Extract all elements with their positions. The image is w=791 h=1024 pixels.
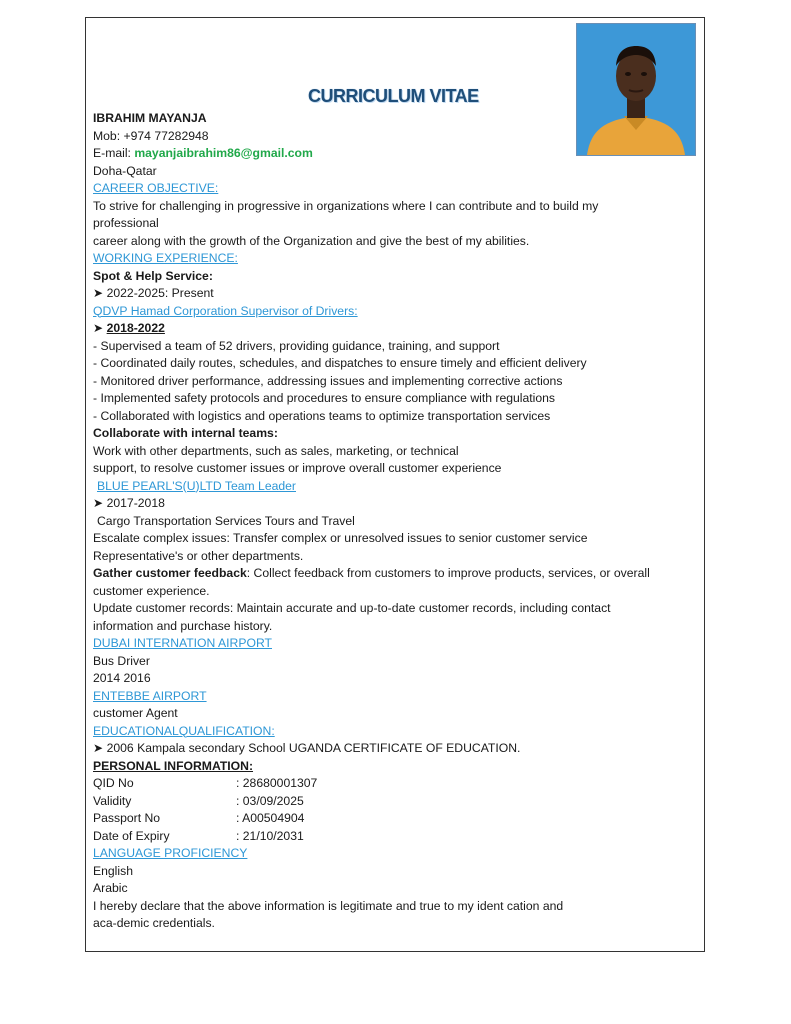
location: Doha-Qatar xyxy=(93,163,157,178)
collaborate-line: Work with other departments, such as sales, marketing, or technical xyxy=(93,443,459,458)
personal-info-heading: PERSONAL INFORMATION: xyxy=(93,758,254,773)
personal-info-value: : 03/09/2025 xyxy=(236,793,304,808)
email-label: E-mail: xyxy=(93,146,131,160)
collaborate-line: support, to resolve customer issues or improve overall customer experience xyxy=(93,461,502,475)
personal-info-label: Date of Expiry xyxy=(93,828,170,843)
personal-info-row xyxy=(93,810,693,828)
feedback-text: : Collect feedback from customers to improve products, services, or overall xyxy=(246,566,650,580)
cv-title: CURRICULUM VITAE xyxy=(308,86,479,106)
mobile-number: +974 77282948 xyxy=(123,128,209,143)
job5-title: ENTEBBE AIRPORT xyxy=(93,688,207,703)
career-objective-line: professional xyxy=(93,216,159,230)
personal-info-label: Validity xyxy=(93,793,132,808)
job3-title: BLUE PEARL'S(U)LTD Team Leader xyxy=(97,478,296,493)
job2-duty: - Monitored driver performance, addressing issues and implementing corrective actions xyxy=(93,373,563,388)
language-heading: LANGUAGE PROFICIENCY xyxy=(93,846,248,860)
personal-info-row xyxy=(93,775,693,793)
job2-duty: - Supervised a team of 52 drivers, providing guidance, training, and support xyxy=(93,338,500,353)
job3-feedback-line xyxy=(93,565,693,583)
career-objective-line: To strive for challenging in progressive in organizations where I can contribute and to build my xyxy=(93,198,599,213)
education-line: ➤ 2006 Kampala secondary School UGANDA CERTIFICATE OF EDUCATION. xyxy=(93,741,521,755)
personal-info-label: QID No xyxy=(93,776,134,790)
career-objective-line: career along with the growth of the Organization and give the best of my abilities. xyxy=(93,233,530,248)
mobile-line xyxy=(93,128,693,146)
email-line xyxy=(93,145,693,163)
cv-content xyxy=(93,110,693,933)
job2-period-line xyxy=(93,320,693,338)
job3-feedback-cont: customer experience. xyxy=(93,583,210,598)
job3-update-line: Update customer records: Maintain accurate and up-to-date customer records, including contact xyxy=(93,601,611,615)
job4-period: 2014 2016 xyxy=(93,671,151,685)
career-objective-heading: CAREER OBJECTIVE: xyxy=(93,181,219,195)
education-heading: EDUCATIONALQUALIFICATION: xyxy=(93,723,275,738)
arrow-bullet-icon: ➤ xyxy=(93,321,104,335)
personal-info-row xyxy=(93,828,693,846)
job2-duty: - Coordinated daily routes, schedules, and dispatches to ensure timely and efficient delivery xyxy=(93,356,587,370)
personal-info-row xyxy=(93,793,693,811)
personal-info-value: : 21/10/2031 xyxy=(236,828,304,843)
candidate-name: IBRAHIM MAYANJA xyxy=(93,111,207,125)
declaration-line: aca-demic credentials. xyxy=(93,916,215,930)
mobile-label: Mob: xyxy=(93,128,121,143)
working-experience-heading: WORKING EXPERIENCE: xyxy=(93,251,238,265)
job5-role: customer Agent xyxy=(93,706,178,720)
language-item: English xyxy=(93,863,133,878)
personal-info-label: Passport No xyxy=(93,811,161,825)
job3-escalate-line: Escalate complex issues: Transfer complex or unresolved issues to senior customer service xyxy=(93,531,588,545)
job3-escalate-line: Representative's or other departments. xyxy=(93,548,304,563)
job2-duty: - Collaborated with logistics and operations teams to optimize transportation services xyxy=(93,408,551,423)
personal-info-value: : A00504904 xyxy=(236,811,305,825)
job3-company: Cargo Transportation Services Tours and Travel xyxy=(97,513,355,528)
job3-period: ➤ 2017-2018 xyxy=(93,496,165,510)
personal-info-value: : 28680001307 xyxy=(236,776,318,790)
declaration-line: I hereby declare that the above information is legitimate and true to my ident cation and xyxy=(93,898,564,913)
job1-period: ➤ 2022-2025: Present xyxy=(93,286,214,300)
job1-title: Spot & Help Service: xyxy=(93,268,213,283)
email-link[interactable]: mayanjaibrahim86@gmail.com xyxy=(134,146,313,160)
job4-role: Bus Driver xyxy=(93,653,150,668)
job4-title: DUBAI INTERNATION AIRPORT xyxy=(93,636,272,650)
feedback-label: Gather customer feedback xyxy=(93,566,247,580)
job2-title: QDVP Hamad Corporation Supervisor of Drivers: xyxy=(93,303,358,318)
job2-period: 2018-2022 xyxy=(106,321,165,335)
collaborate-heading: Collaborate with internal teams: xyxy=(93,426,278,440)
job2-duty: - Implemented safety protocols and procedures to ensure compliance with regulations xyxy=(93,391,556,405)
language-item: Arabic xyxy=(93,881,128,895)
job3-update-line: information and purchase history. xyxy=(93,618,273,633)
